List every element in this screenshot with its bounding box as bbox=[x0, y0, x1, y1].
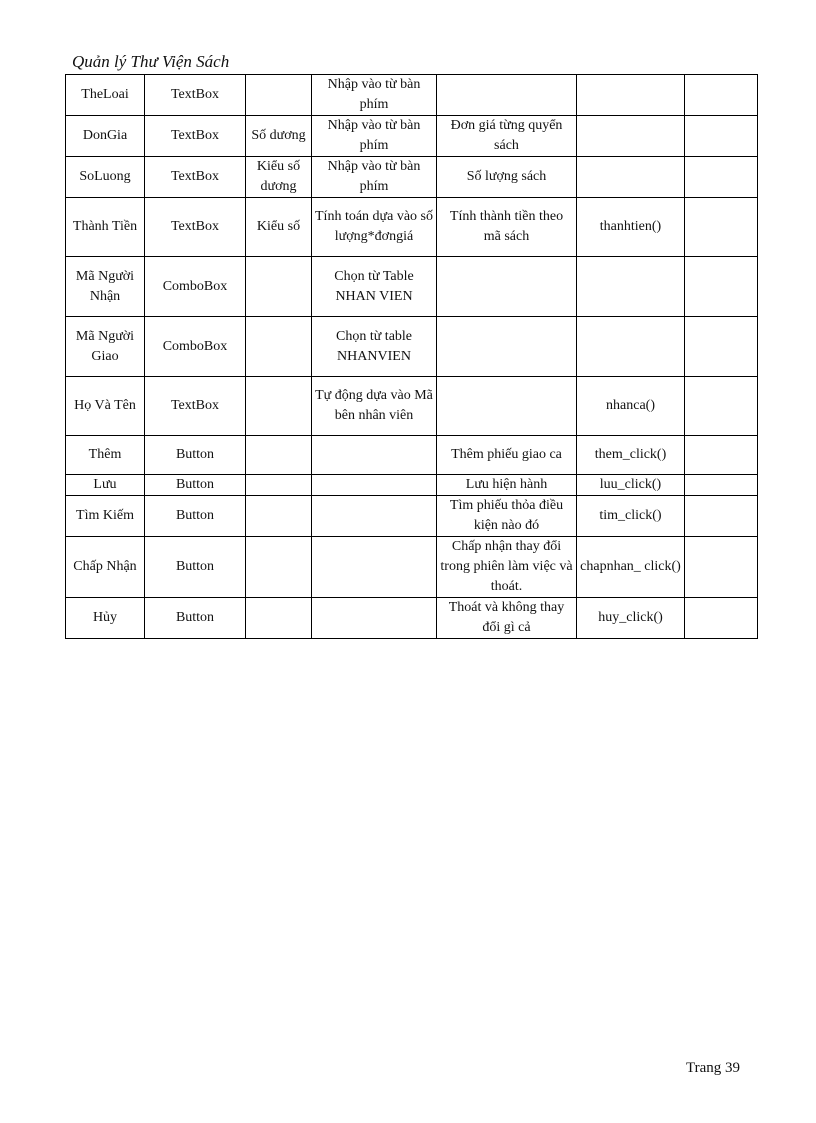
field-name-cell: Mã Người Giao bbox=[66, 317, 145, 377]
note-cell bbox=[685, 257, 758, 317]
handler-cell: chapnhan_ click() bbox=[577, 537, 685, 598]
handler-cell bbox=[577, 75, 685, 116]
field-name-cell: Mã Người Nhận bbox=[66, 257, 145, 317]
constraint-cell bbox=[246, 475, 312, 496]
page-header-title: Quản lý Thư Viện Sách bbox=[72, 52, 230, 71]
control-type-cell: Button bbox=[145, 537, 246, 598]
input-method-cell: Nhập vào từ bàn phím bbox=[312, 157, 437, 198]
control-type-cell: Button bbox=[145, 436, 246, 475]
table-row bbox=[66, 157, 758, 198]
description-cell bbox=[437, 257, 577, 317]
constraint-cell: Kiểu số bbox=[246, 198, 312, 257]
description-cell: Chấp nhận thay đổi trong phiên làm việc và thoát. bbox=[437, 537, 577, 598]
constraint-cell bbox=[246, 377, 312, 436]
constraint-cell bbox=[246, 436, 312, 475]
constraint-cell bbox=[246, 317, 312, 377]
description-cell: Thêm phiếu giao ca bbox=[437, 436, 577, 475]
note-cell bbox=[685, 157, 758, 198]
constraint-cell: Số dương bbox=[246, 116, 312, 157]
field-name-cell: SoLuong bbox=[66, 157, 145, 198]
note-cell bbox=[685, 377, 758, 436]
control-type-cell: TextBox bbox=[145, 75, 246, 116]
field-name-cell: Tìm Kiếm bbox=[66, 496, 145, 537]
input-method-cell: Nhập vào từ bàn phím bbox=[312, 75, 437, 116]
description-cell: Đơn giá từng quyển sách bbox=[437, 116, 577, 157]
control-type-cell: Button bbox=[145, 598, 246, 639]
constraint-cell bbox=[246, 75, 312, 116]
input-method-cell: Chọn từ Table NHAN VIEN bbox=[312, 257, 437, 317]
note-cell bbox=[685, 317, 758, 377]
field-name-cell: Thành Tiền bbox=[66, 198, 145, 257]
input-method-cell bbox=[312, 598, 437, 639]
note-cell bbox=[685, 598, 758, 639]
handler-cell: thanhtien() bbox=[577, 198, 685, 257]
note-cell bbox=[685, 198, 758, 257]
handler-cell bbox=[577, 116, 685, 157]
handler-cell: tim_click() bbox=[577, 496, 685, 537]
control-type-cell: TextBox bbox=[145, 116, 246, 157]
control-type-cell: TextBox bbox=[145, 157, 246, 198]
control-type-cell: TextBox bbox=[145, 198, 246, 257]
field-name-cell: Chấp Nhận bbox=[66, 537, 145, 598]
input-method-cell bbox=[312, 496, 437, 537]
control-type-cell: ComboBox bbox=[145, 257, 246, 317]
table-row bbox=[66, 116, 758, 157]
handler-cell bbox=[577, 257, 685, 317]
field-name-cell: Hủy bbox=[66, 598, 145, 639]
control-type-cell: Button bbox=[145, 475, 246, 496]
handler-cell: nhanca() bbox=[577, 377, 685, 436]
constraint-cell bbox=[246, 598, 312, 639]
table-row bbox=[66, 475, 758, 496]
input-method-cell: Tự động dựa vào Mã bên nhân viên bbox=[312, 377, 437, 436]
description-cell: Thoát và không thay đổi gì cả bbox=[437, 598, 577, 639]
field-name-cell: Họ Và Tên bbox=[66, 377, 145, 436]
note-cell bbox=[685, 496, 758, 537]
input-method-cell: Tính toán dựa vào số lượng*đơngiá bbox=[312, 198, 437, 257]
control-type-cell: Button bbox=[145, 496, 246, 537]
description-cell: Tìm phiếu thỏa điều kiện nào đó bbox=[437, 496, 577, 537]
input-method-cell bbox=[312, 475, 437, 496]
table-row bbox=[66, 257, 758, 317]
handler-cell: luu_click() bbox=[577, 475, 685, 496]
description-cell bbox=[437, 317, 577, 377]
input-method-cell: Nhập vào từ bàn phím bbox=[312, 116, 437, 157]
description-cell: Tính thành tiền theo mã sách bbox=[437, 198, 577, 257]
description-cell: Lưu hiện hành bbox=[437, 475, 577, 496]
field-name-cell: Lưu bbox=[66, 475, 145, 496]
table-row bbox=[66, 377, 758, 436]
note-cell bbox=[685, 116, 758, 157]
constraint-cell: Kiểu số dương bbox=[246, 157, 312, 198]
handler-cell: huy_click() bbox=[577, 598, 685, 639]
description-cell: Số lượng sách bbox=[437, 157, 577, 198]
table-row bbox=[66, 537, 758, 598]
note-cell bbox=[685, 475, 758, 496]
input-method-cell: Chọn từ table NHANVIEN bbox=[312, 317, 437, 377]
constraint-cell bbox=[246, 537, 312, 598]
table-row bbox=[66, 75, 758, 116]
note-cell bbox=[685, 537, 758, 598]
control-spec-table bbox=[65, 74, 758, 639]
note-cell bbox=[685, 75, 758, 116]
control-type-cell: ComboBox bbox=[145, 317, 246, 377]
constraint-cell bbox=[246, 257, 312, 317]
handler-cell: them_click() bbox=[577, 436, 685, 475]
table-row bbox=[66, 317, 758, 377]
field-name-cell: Thêm bbox=[66, 436, 145, 475]
description-cell bbox=[437, 75, 577, 116]
page-number: Trang 39 bbox=[686, 1060, 741, 1076]
table-row bbox=[66, 198, 758, 257]
handler-cell bbox=[577, 157, 685, 198]
note-cell bbox=[685, 436, 758, 475]
input-method-cell bbox=[312, 436, 437, 475]
table-row bbox=[66, 496, 758, 537]
control-type-cell: TextBox bbox=[145, 377, 246, 436]
field-name-cell: DonGia bbox=[66, 116, 145, 157]
description-cell bbox=[437, 377, 577, 436]
input-method-cell bbox=[312, 537, 437, 598]
constraint-cell bbox=[246, 496, 312, 537]
field-name-cell: TheLoai bbox=[66, 75, 145, 116]
handler-cell bbox=[577, 317, 685, 377]
table-row bbox=[66, 598, 758, 639]
table-row bbox=[66, 436, 758, 475]
